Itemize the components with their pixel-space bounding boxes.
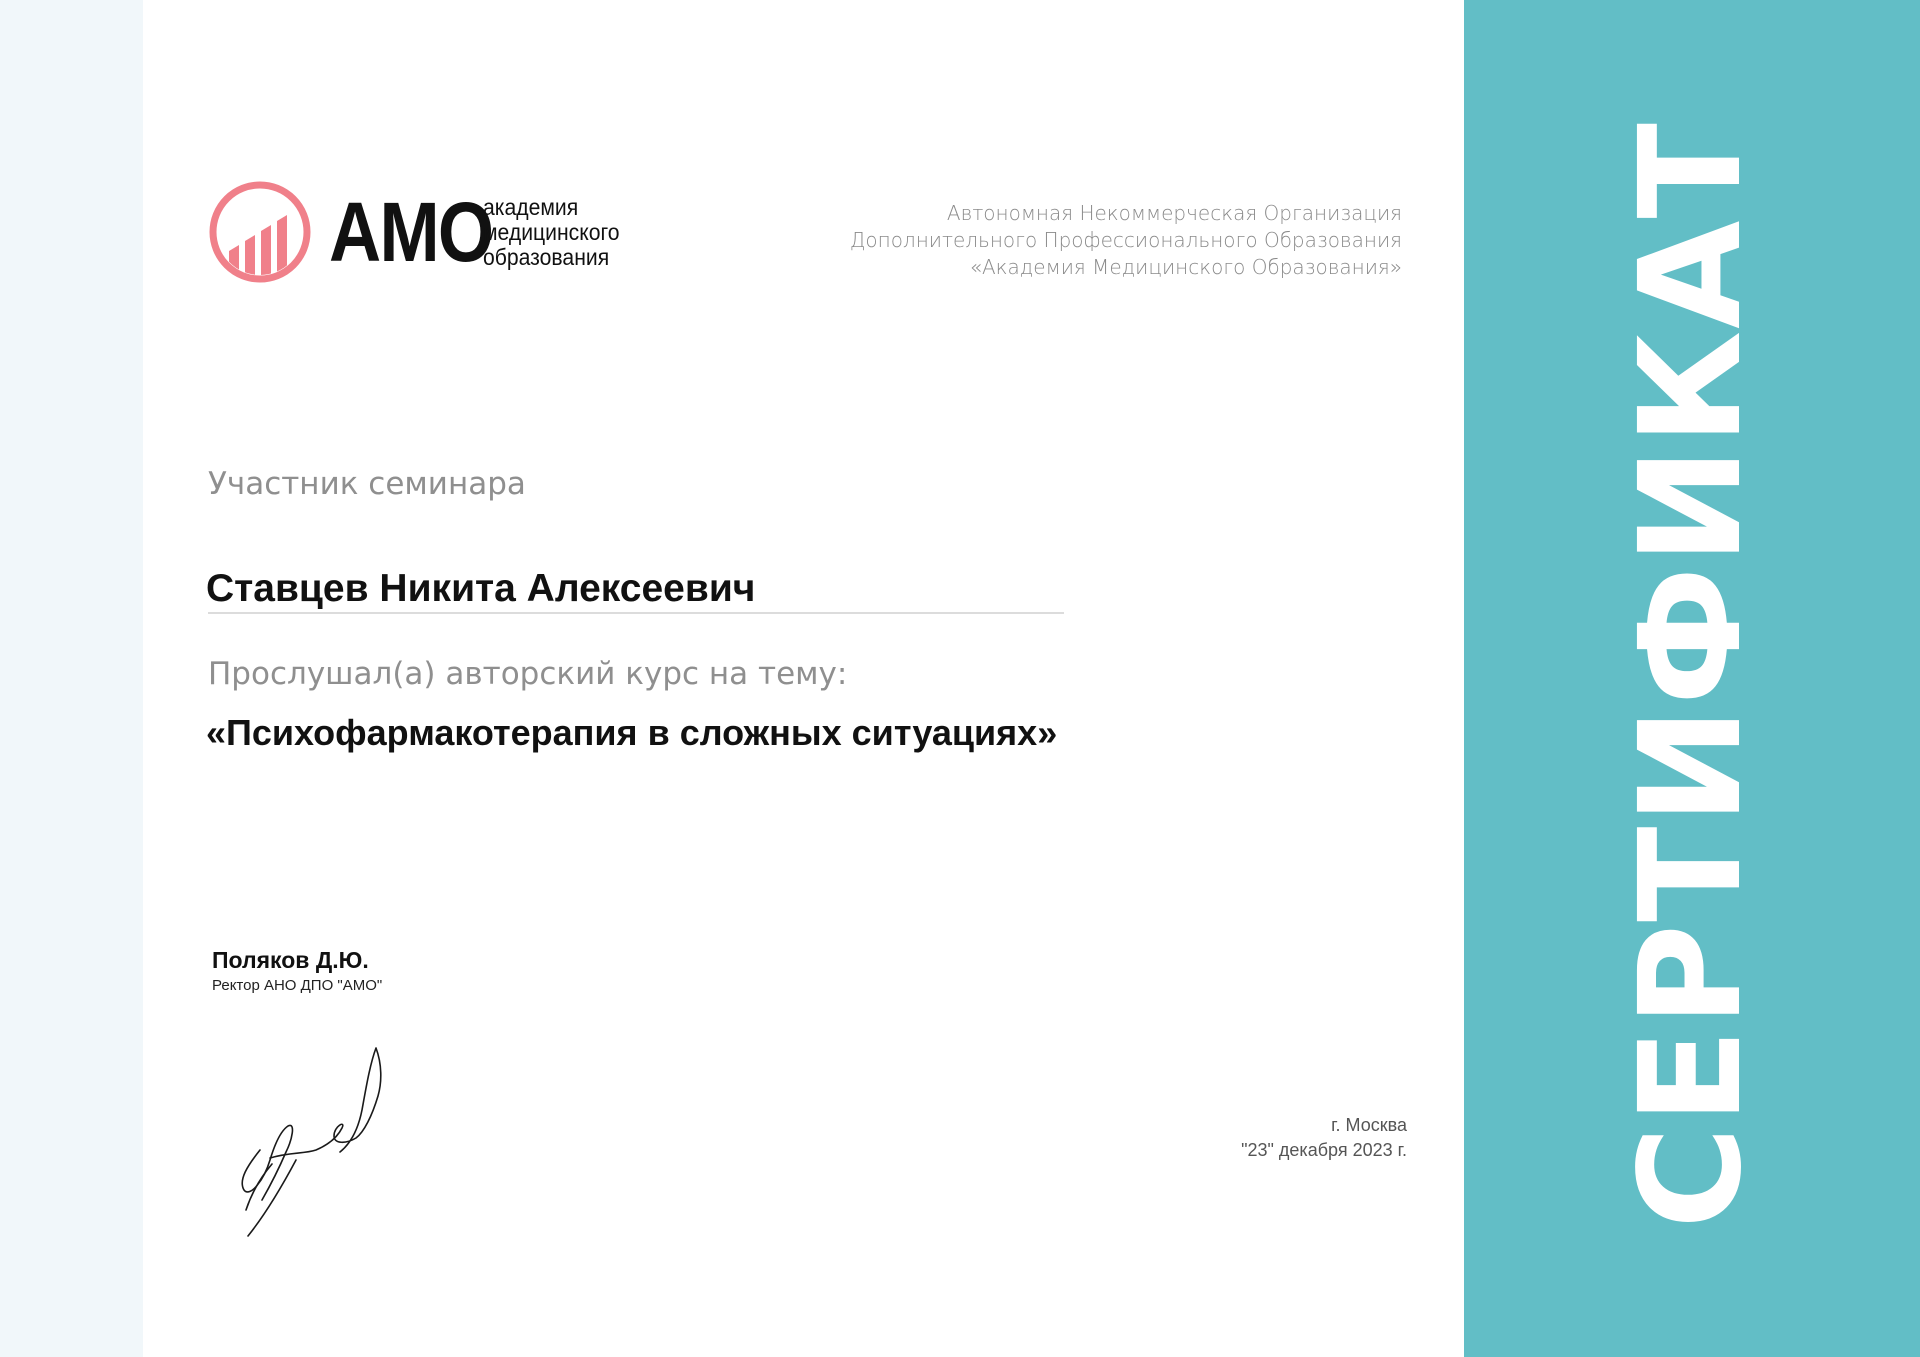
logo-chart-icon — [207, 179, 313, 285]
logo-subtitle — [483, 195, 620, 270]
amo-logo — [207, 178, 631, 286]
signature-image — [230, 1040, 440, 1240]
issue-place-date — [1241, 1113, 1407, 1163]
organization-name — [850, 200, 1402, 281]
organization-line: «Академия Медицинского Образования» — [969, 255, 1402, 279]
logo-subtitle-line: образования — [483, 243, 610, 270]
signer-name: Поляков Д.Ю. — [212, 947, 369, 973]
logo-subtitle-line: академия — [483, 193, 579, 220]
logo-subtitle-line: медицинского — [483, 218, 620, 245]
course-label: Прослушал(а) авторский курс на тему: — [208, 656, 848, 692]
certificate-title: СЕРТИФИКАТ — [1610, 121, 1773, 1229]
participant-name: Ставцев Никита Алексеевич — [206, 567, 756, 610]
logo-wordmark: АМО — [329, 185, 493, 279]
organization-line: Дополнительного Профессионального Образования — [849, 228, 1402, 252]
certificate-side-band — [1464, 0, 1920, 1357]
course-title: «Психофармакотерапия в сложных ситуациях» — [206, 712, 1058, 753]
side-title-wrapper — [1610, 121, 1773, 1229]
organization-line: Автономная Некоммерческая Организация — [946, 201, 1402, 225]
signer-title: Ректор АНО ДПО "АМО" — [212, 977, 383, 994]
name-underline — [208, 612, 1064, 614]
left-margin-strip — [0, 0, 143, 1357]
issue-date: "23" декабря 2023 г. — [1241, 1140, 1407, 1160]
issue-city: г. Москва — [1331, 1115, 1407, 1135]
role-label: Участник семинара — [208, 466, 526, 502]
